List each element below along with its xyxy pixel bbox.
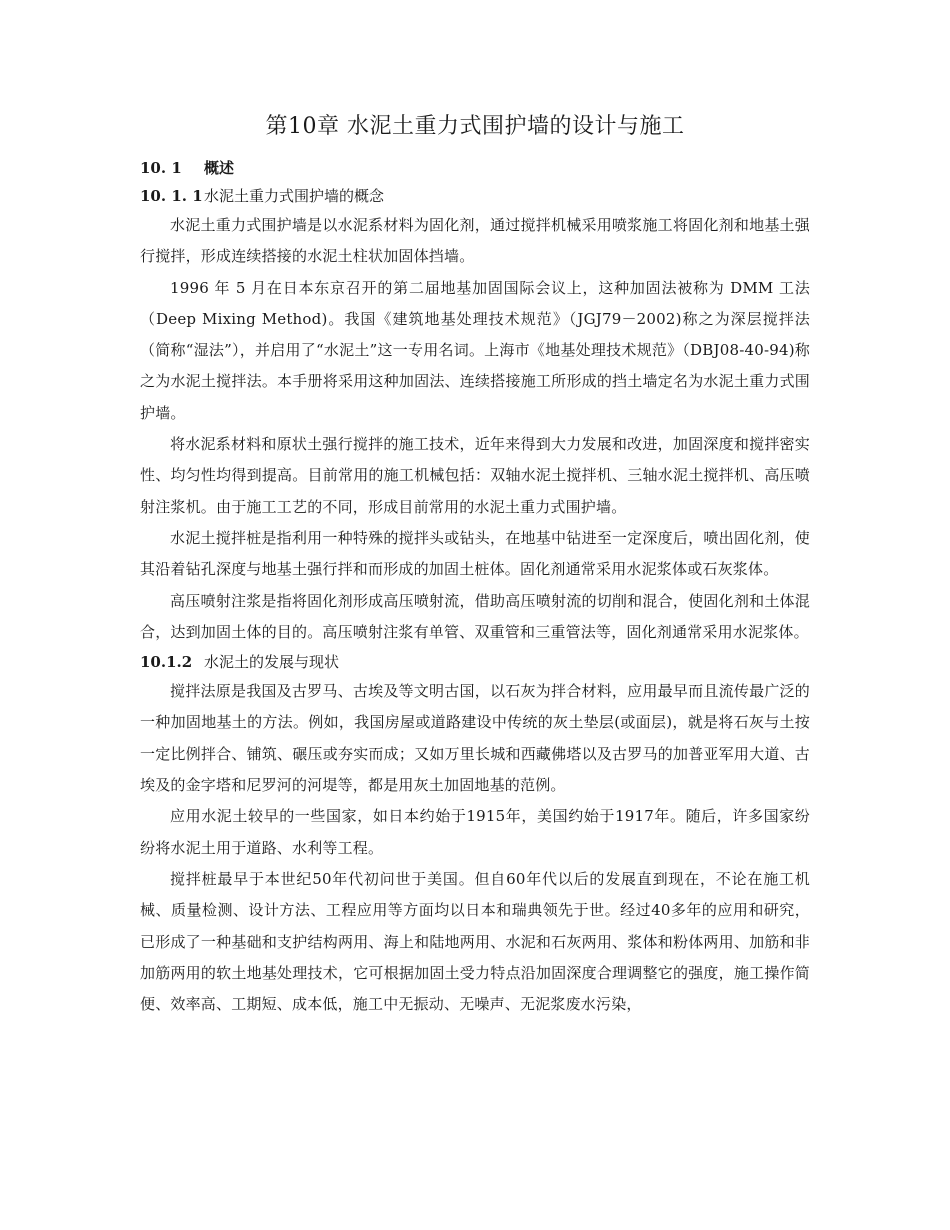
paragraph: 水泥土搅拌桩是指利用一种特殊的搅拌头或钻头，在地基中钻进至一定深度后，喷出固化剂，使其沿着钻孔深度与地基土强行拌和而形成的加固土桩体。固化剂通常采用水泥浆体或石灰浆体。 (140, 528, 810, 579)
paragraph: 应用水泥土较早的一些国家，如日本约始于1915年，美国约始于1917年。随后，许多国家纷纷将水泥土用于道路、水利等工程。 (140, 807, 810, 857)
section-number: 10.1.2 (140, 653, 193, 672)
paragraph: 将水泥系材料和原状土强行搅拌的施工技术，近年来得到大力发展和改进，加固深度和搅拌密实性、均匀性均得到提高。目前常用的施工机械包括：双轴水泥土搅拌机、三轴水泥土搅拌机、高压喷射注浆机。由于施工工艺的不同，形成目前常用的水泥土重力式围护墙。 (140, 435, 810, 516)
paragraph: 搅拌法原是我国及古罗马、古埃及等文明古国，以石灰为拌合材料，应用最早而且流传最广泛的一种加固地基土的方法。例如，我国房屋或道路建设中传统的灰土垫层(或面层)，就是将石灰与土按一定比例拌合、铺筑、碾压或夯实而成；又如万里长城和西藏佛塔以及古罗马的加普亚军用大道、古埃及的金字塔和尼罗河的河堤等，都是用灰土加固地基的范例。 (140, 682, 810, 795)
section-heading-10-1 (140, 154, 810, 182)
paragraph: 水泥土重力式围护墙是以水泥系材料为固化剂，通过搅拌机械采用喷浆施工将固化剂和地基土强行搅拌，形成连续搭接的水泥土柱状加固体挡墙。 (140, 216, 810, 266)
section-title: 概述 (204, 159, 235, 177)
section-heading-10-1-1 (140, 182, 810, 210)
paragraph: 高压喷射注浆是指将固化剂形成高压喷射流，借助高压喷射流的切削和混合，使固化剂和土体混合，达到加固土体的目的。高压喷射注浆有单管、双重管和三重管法等，固化剂通常采用水泥浆体。 (140, 591, 810, 641)
document-page (140, 110, 810, 1020)
paragraph: 搅拌桩最早于本世纪50年代初问世于美国。但自60年代以后的发展直到现在，不论在施工机械、质量检测、设计方法、工程应用等方面均以日本和瑞典领先于世。经过40多年的应用和研究，已形成了一种基础和支护结构两用、海上和陆地两用、水泥和石灰两用、浆体和粉体两用、加筋和非加筋两用的软土地基处理技术，它可根据加固土受力特点沿加固深度合理调整它的强度，施工操作简便、效率高、工期短、成本低，施工中无振动、无噪声、无泥浆废水污染， (140, 869, 810, 1014)
section-title: 水泥土的发展与现状 (204, 653, 340, 672)
paragraph: 1996 年 5 月在日本东京召开的第二届地基加固国际会议上，这种加固法被称为 DMM 工法（Deep Mixing Method)。我国《建筑地基处理技术规范》（JGJ79－2002)称之为深层搅拌法（简称“湿法”），并启用了“水泥土”这一专用名词。上海市《地基处理技术规范》（DBJ08-40-94)称之为水泥土搅拌法。本手册将采用这种加固法、连续搭接施工所形成的挡土墙定名为水泥土重力式围护墙。 (140, 278, 810, 422)
section-title: 水泥土重力式围护墙的概念 (204, 187, 385, 205)
section-number: 10. 1. 1 (140, 187, 203, 205)
section-number: 10. 1 (140, 159, 182, 177)
chapter-title: 第10章 水泥土重力式围护墙的设计与施工 (265, 114, 685, 139)
section-heading-10-1-2 (140, 648, 810, 676)
